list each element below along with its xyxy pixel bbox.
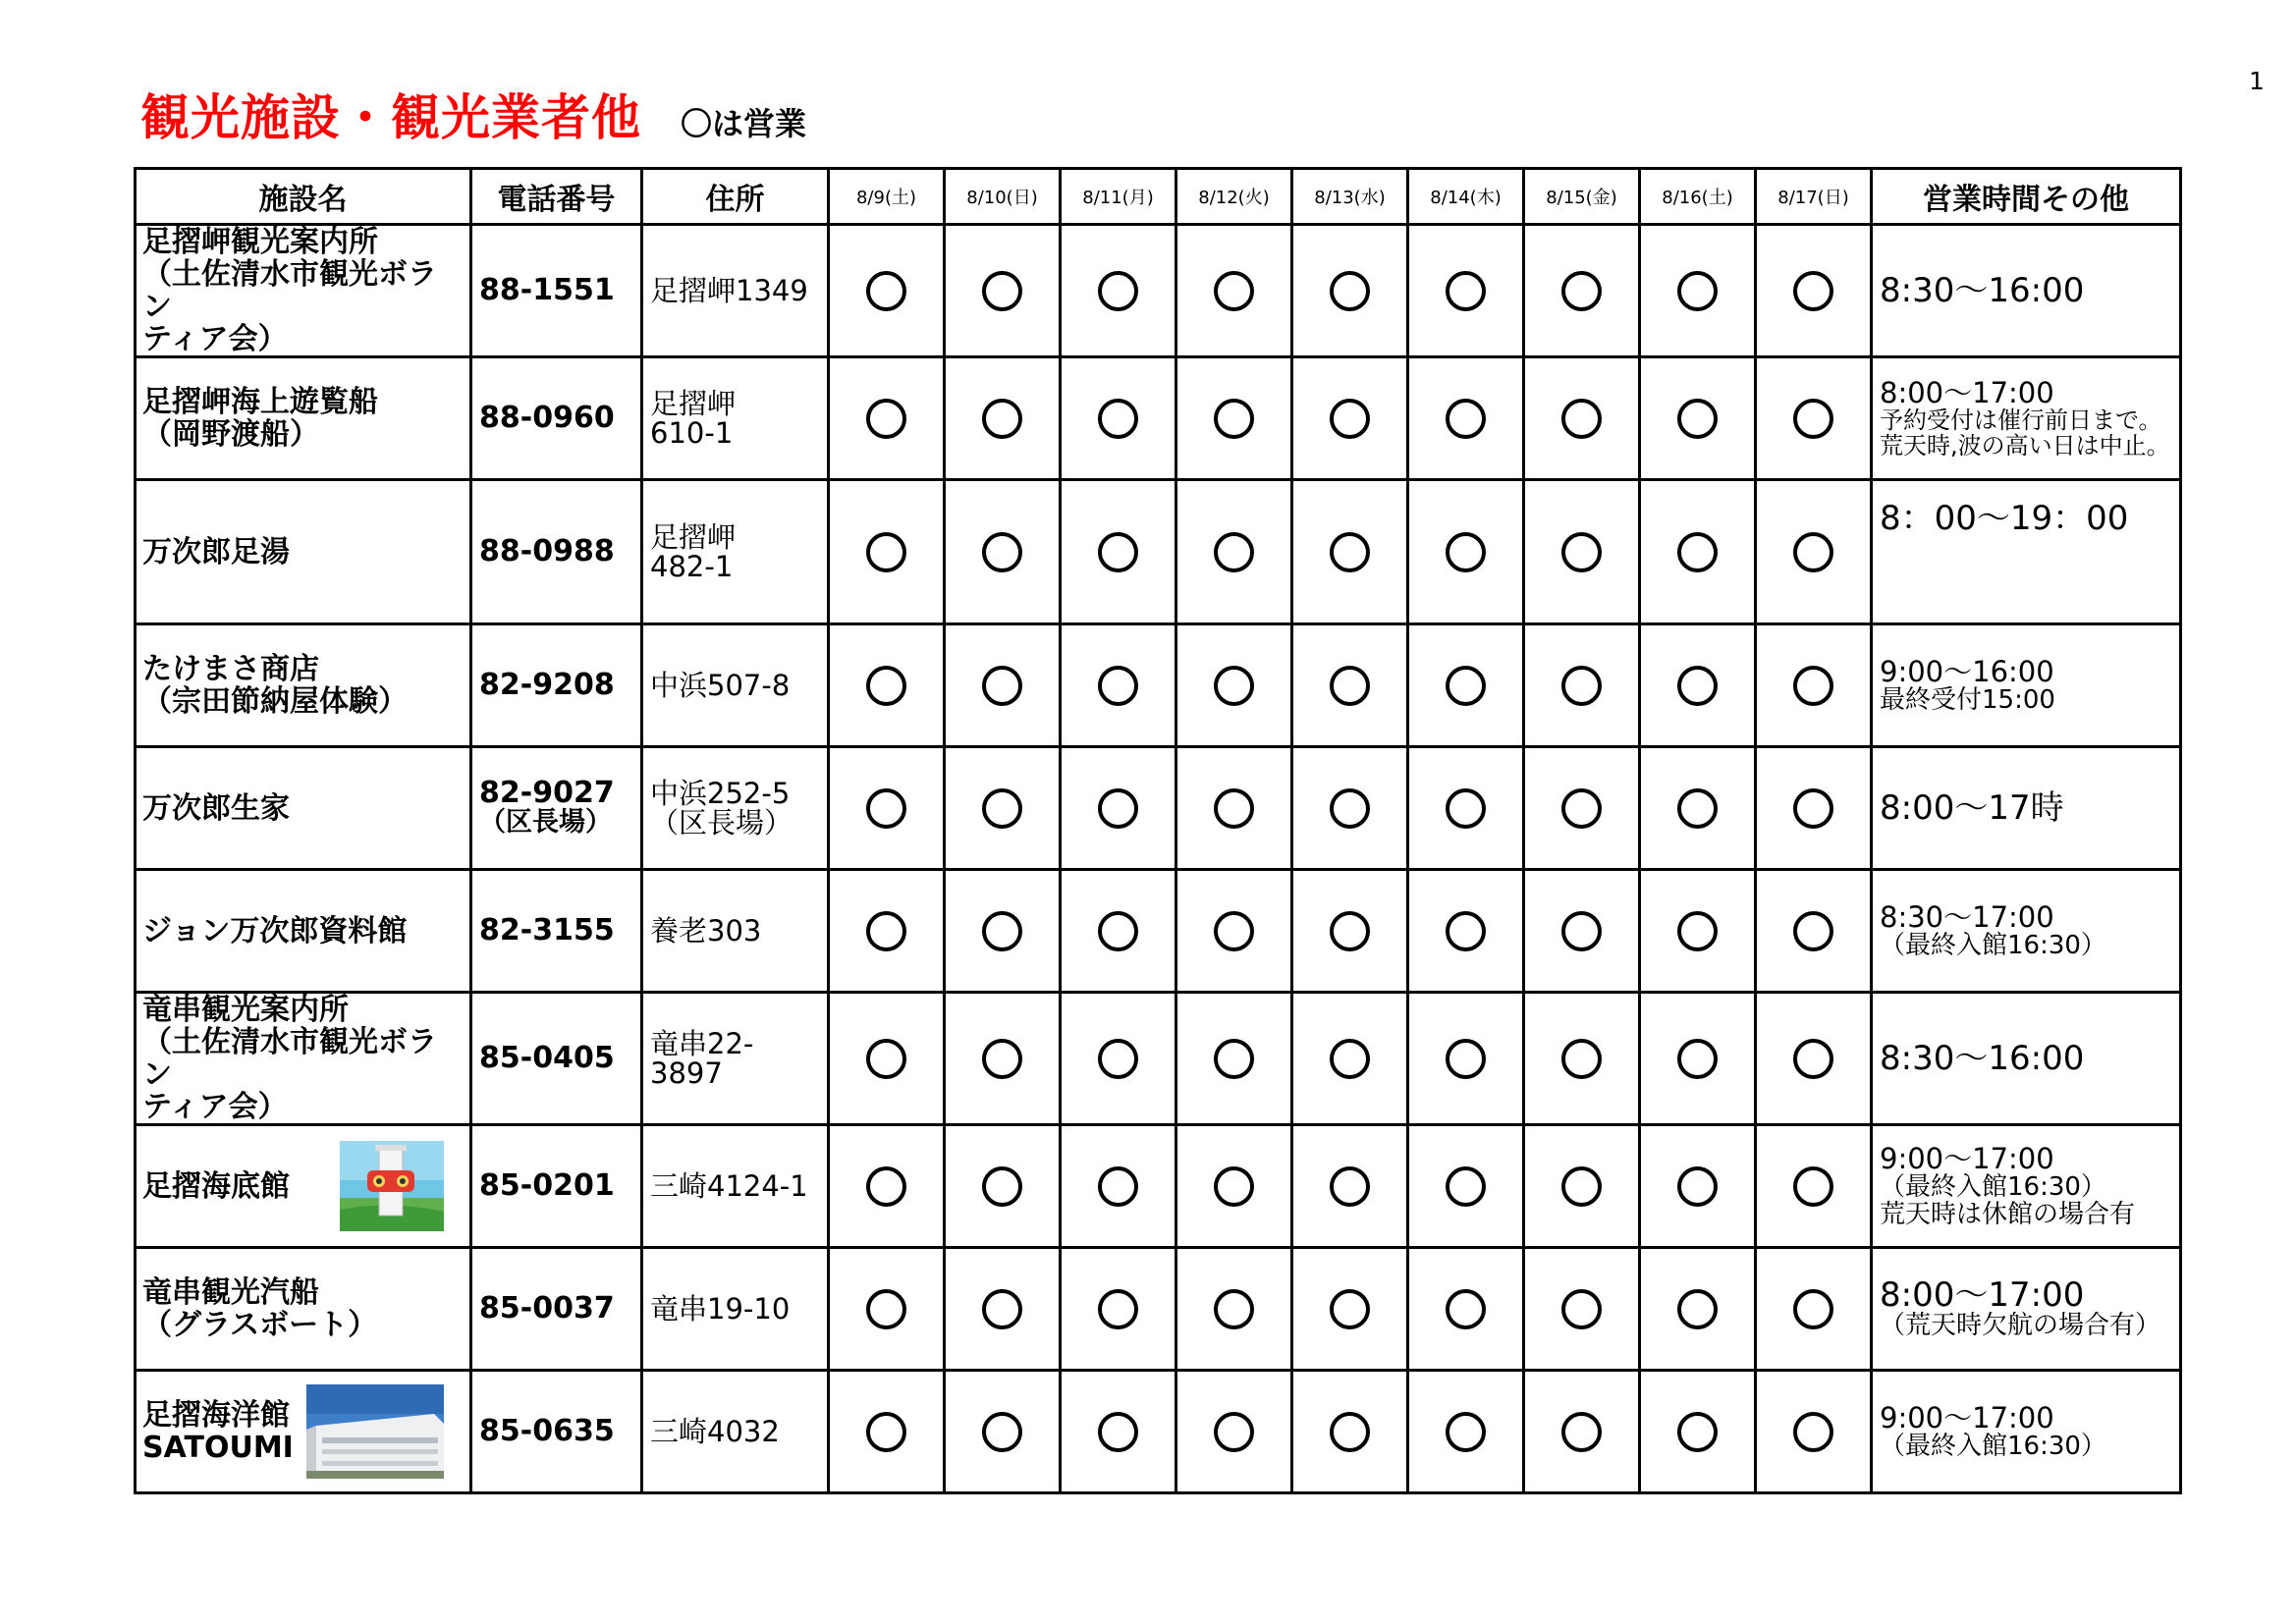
hours-main: 8:30～17:00 bbox=[1880, 899, 2054, 934]
open-cell bbox=[1640, 624, 1756, 747]
open-cell bbox=[829, 993, 945, 1125]
open-cell bbox=[945, 357, 1061, 480]
open-cell bbox=[1292, 225, 1408, 357]
open-circle-icon bbox=[1098, 1166, 1138, 1207]
open-circle-icon bbox=[1098, 911, 1138, 951]
facility-name-cell bbox=[136, 747, 471, 870]
open-circle-icon bbox=[1677, 911, 1718, 951]
open-circle-icon bbox=[1098, 666, 1138, 706]
facility-name-cell bbox=[136, 1248, 471, 1371]
table-row bbox=[136, 1125, 2181, 1248]
open-circle-icon bbox=[866, 788, 906, 829]
open-cell bbox=[1176, 480, 1292, 624]
facility-name-cell bbox=[136, 480, 471, 624]
hours-main: 8:30～16:00 bbox=[1880, 270, 2085, 310]
open-cell bbox=[1061, 624, 1176, 747]
phone-number: 88-1551 bbox=[479, 273, 615, 307]
phone-number: 85-0201 bbox=[479, 1168, 615, 1203]
open-cell bbox=[1640, 870, 1756, 993]
open-circle-icon bbox=[1561, 1412, 1602, 1452]
open-cell bbox=[1756, 225, 1872, 357]
table-row bbox=[136, 1248, 2181, 1371]
phone-cell bbox=[471, 1125, 642, 1248]
table-row bbox=[136, 993, 2181, 1125]
address: 三崎4124-1 bbox=[642, 1125, 829, 1248]
phone-cell bbox=[471, 1371, 642, 1493]
open-circle-icon bbox=[982, 666, 1022, 706]
open-circle-icon bbox=[1793, 399, 1833, 439]
hours-main: 9:00～17:00 bbox=[1880, 1141, 2054, 1175]
open-circle-icon bbox=[1561, 666, 1602, 706]
hours-cell bbox=[1872, 357, 2181, 480]
open-circle-icon bbox=[1214, 271, 1254, 311]
facility-name: ジョン万次郎資料館 bbox=[142, 913, 408, 948]
open-cell bbox=[1292, 480, 1408, 624]
open-circle-icon bbox=[1561, 788, 1602, 829]
open-circle-icon bbox=[1446, 399, 1486, 439]
open-cell bbox=[1640, 747, 1756, 870]
phone-number: 85-0635 bbox=[479, 1414, 615, 1448]
open-cell bbox=[1061, 1125, 1176, 1248]
open-cell bbox=[829, 1125, 945, 1248]
open-cell bbox=[1408, 480, 1524, 624]
facility-name: 万次郎生家 bbox=[142, 790, 290, 826]
open-cell bbox=[1176, 1371, 1292, 1493]
open-circle-icon bbox=[1446, 532, 1486, 572]
facility-name: 足摺海底館 bbox=[142, 1168, 290, 1204]
facility-name-cell bbox=[136, 357, 471, 480]
open-cell bbox=[1756, 1248, 1872, 1371]
open-cell bbox=[1176, 225, 1292, 357]
open-circle-icon bbox=[1793, 911, 1833, 951]
phone-number: 88-0988 bbox=[479, 534, 615, 568]
open-circle-icon bbox=[1446, 1039, 1486, 1079]
open-cell bbox=[1756, 480, 1872, 624]
hours-notes: （最終入館16:30） 荒天時は休館の場合有 bbox=[1880, 1171, 2136, 1229]
open-circle-icon bbox=[1793, 788, 1833, 829]
open-circle-icon bbox=[1446, 271, 1486, 311]
open-circle-icon bbox=[1214, 1166, 1254, 1207]
hours-cell bbox=[1872, 993, 2181, 1125]
open-circle-icon bbox=[1214, 1039, 1254, 1079]
hours-cell bbox=[1872, 1125, 2181, 1248]
open-cell bbox=[1640, 480, 1756, 624]
open-cell bbox=[1524, 357, 1640, 480]
phone-cell bbox=[471, 993, 642, 1125]
open-circle-icon bbox=[982, 532, 1022, 572]
open-cell bbox=[1061, 1371, 1176, 1493]
hours-main: 8:30～16:00 bbox=[1880, 1038, 2085, 1078]
open-cell bbox=[945, 225, 1061, 357]
open-cell bbox=[1524, 1125, 1640, 1248]
table-row bbox=[136, 624, 2181, 747]
schedule-table bbox=[134, 167, 2182, 1494]
header-date: 8/13(水) bbox=[1292, 169, 1408, 225]
hours-cell bbox=[1872, 870, 2181, 993]
facility-name: 足摺海洋館 SATOUMI bbox=[142, 1398, 294, 1465]
open-cell bbox=[1176, 1248, 1292, 1371]
table-row bbox=[136, 870, 2181, 993]
open-circle-icon bbox=[1561, 1166, 1602, 1207]
open-circle-icon bbox=[1677, 532, 1718, 572]
hours-cell bbox=[1872, 747, 2181, 870]
facility-name-cell bbox=[136, 993, 471, 1125]
hours-notes: （最終入館16:30） bbox=[1880, 930, 2106, 960]
open-cell bbox=[1524, 480, 1640, 624]
open-circle-icon bbox=[1561, 911, 1602, 951]
header-date: 8/11(月) bbox=[1061, 169, 1176, 225]
open-circle-icon bbox=[982, 1412, 1022, 1452]
open-cell bbox=[1524, 225, 1640, 357]
open-cell bbox=[1756, 357, 1872, 480]
facility-name-cell bbox=[136, 870, 471, 993]
open-circle-icon bbox=[1793, 1166, 1833, 1207]
open-cell bbox=[945, 1125, 1061, 1248]
hours-main: 8:00～17:00 bbox=[1880, 1274, 2085, 1315]
facility-name-cell bbox=[136, 225, 471, 357]
open-circle-icon bbox=[1677, 1412, 1718, 1452]
open-cell bbox=[1292, 870, 1408, 993]
phone-number: 82-9027 bbox=[479, 776, 615, 810]
hours-main: 8:00～17時 bbox=[1880, 787, 2064, 828]
open-cell bbox=[1061, 480, 1176, 624]
open-circle-icon bbox=[1677, 666, 1718, 706]
open-cell bbox=[1292, 357, 1408, 480]
open-cell bbox=[1292, 993, 1408, 1125]
open-cell bbox=[1524, 1248, 1640, 1371]
open-circle-icon bbox=[1098, 271, 1138, 311]
open-circle-icon bbox=[1330, 666, 1370, 706]
open-cell bbox=[1292, 1248, 1408, 1371]
hours-cell bbox=[1872, 624, 2181, 747]
open-cell bbox=[1408, 1125, 1524, 1248]
open-cell bbox=[1640, 1125, 1756, 1248]
phone-number: 82-3155 bbox=[479, 913, 615, 947]
page-number: 1 bbox=[2249, 67, 2265, 95]
open-cell bbox=[1408, 870, 1524, 993]
open-cell bbox=[945, 747, 1061, 870]
open-cell bbox=[1524, 1371, 1640, 1493]
open-circle-icon bbox=[1330, 532, 1370, 572]
open-cell bbox=[829, 747, 945, 870]
header-date: 8/17(日) bbox=[1756, 169, 1872, 225]
open-circle-icon bbox=[982, 911, 1022, 951]
open-circle-icon bbox=[1561, 532, 1602, 572]
open-cell bbox=[1061, 747, 1176, 870]
facility-name: たけまさ商店 （宗田節納屋体験） bbox=[142, 652, 408, 719]
open-circle-icon bbox=[866, 399, 906, 439]
table-row bbox=[136, 1371, 2181, 1493]
open-circle-icon bbox=[1793, 1039, 1833, 1079]
open-circle-icon bbox=[1561, 399, 1602, 439]
hours-notes: 最終受付15:00 bbox=[1880, 684, 2055, 715]
address: 三崎4032 bbox=[642, 1371, 829, 1493]
open-circle-icon bbox=[1446, 1412, 1486, 1452]
hours-main: 9:00～17:00 bbox=[1880, 1400, 2054, 1435]
open-circle-icon bbox=[1677, 1166, 1718, 1207]
table-row bbox=[136, 225, 2181, 357]
open-cell bbox=[945, 624, 1061, 747]
open-circle-icon bbox=[1098, 1412, 1138, 1452]
open-circle-icon bbox=[1793, 1412, 1833, 1452]
header-date: 8/16(土) bbox=[1640, 169, 1756, 225]
header-hours: 営業時間その他 bbox=[1872, 169, 2181, 225]
open-circle-icon bbox=[1214, 1412, 1254, 1452]
open-cell bbox=[1176, 870, 1292, 993]
open-cell bbox=[945, 870, 1061, 993]
phone-note: （区長場） bbox=[479, 807, 612, 838]
facility-name-cell bbox=[136, 624, 471, 747]
open-cell bbox=[1640, 225, 1756, 357]
open-circle-icon bbox=[1098, 532, 1138, 572]
hours-main: 8：00～19：00 bbox=[1880, 499, 2129, 538]
phone-cell bbox=[471, 1248, 642, 1371]
open-circle-icon bbox=[866, 1289, 906, 1329]
phone-cell bbox=[471, 225, 642, 357]
open-circle-icon bbox=[1446, 1289, 1486, 1329]
open-cell bbox=[829, 480, 945, 624]
table-row bbox=[136, 480, 2181, 624]
open-cell bbox=[1408, 1371, 1524, 1493]
open-circle-icon bbox=[866, 271, 906, 311]
open-circle-icon bbox=[866, 532, 906, 572]
open-circle-icon bbox=[982, 399, 1022, 439]
open-circle-icon bbox=[1793, 666, 1833, 706]
open-circle-icon bbox=[1098, 399, 1138, 439]
address: 中浜252-5 （区長場） bbox=[642, 747, 829, 870]
hours-cell bbox=[1872, 480, 2181, 624]
open-cell bbox=[1061, 993, 1176, 1125]
open-circle-icon bbox=[1677, 399, 1718, 439]
table-row bbox=[136, 747, 2181, 870]
open-circle-icon bbox=[1330, 1039, 1370, 1079]
facility-name: 竜串観光案内所 （土佐清水市観光ボラン ティア会） bbox=[142, 993, 437, 1124]
hours-main: 8:00～17:00 bbox=[1880, 375, 2054, 409]
open-circle-icon bbox=[1330, 788, 1370, 829]
open-cell bbox=[1756, 1125, 1872, 1248]
open-circle-icon bbox=[1214, 911, 1254, 951]
hours-cell bbox=[1872, 1371, 2181, 1493]
aquarium-building-photo bbox=[306, 1384, 444, 1479]
open-circle-icon bbox=[866, 1166, 906, 1207]
open-cell bbox=[1176, 747, 1292, 870]
address: 養老303 bbox=[642, 870, 829, 993]
open-circle-icon bbox=[1561, 271, 1602, 311]
open-cell bbox=[1176, 357, 1292, 480]
legend: 〇は営業 bbox=[681, 105, 807, 142]
open-cell bbox=[1756, 624, 1872, 747]
facility-name-cell bbox=[136, 1371, 471, 1493]
open-circle-icon bbox=[1793, 532, 1833, 572]
open-cell bbox=[829, 870, 945, 993]
phone-cell bbox=[471, 624, 642, 747]
hours-cell bbox=[1872, 225, 2181, 357]
open-cell bbox=[1408, 993, 1524, 1125]
open-cell bbox=[1292, 624, 1408, 747]
open-cell bbox=[1292, 747, 1408, 870]
open-cell bbox=[1061, 357, 1176, 480]
address: 足摺岬1349 bbox=[642, 225, 829, 357]
open-circle-icon bbox=[866, 666, 906, 706]
header-date: 8/15(金) bbox=[1524, 169, 1640, 225]
open-cell bbox=[945, 993, 1061, 1125]
header-date: 8/9(土) bbox=[829, 169, 945, 225]
open-circle-icon bbox=[1330, 271, 1370, 311]
open-cell bbox=[829, 357, 945, 480]
open-circle-icon bbox=[1214, 666, 1254, 706]
open-circle-icon bbox=[1446, 1166, 1486, 1207]
hours-cell bbox=[1872, 1248, 2181, 1371]
open-circle-icon bbox=[1098, 1039, 1138, 1079]
open-cell bbox=[829, 1371, 945, 1493]
open-circle-icon bbox=[866, 1412, 906, 1452]
open-cell bbox=[1640, 1248, 1756, 1371]
open-circle-icon bbox=[1098, 788, 1138, 829]
open-cell bbox=[1061, 225, 1176, 357]
open-circle-icon bbox=[982, 788, 1022, 829]
open-cell bbox=[945, 1248, 1061, 1371]
open-cell bbox=[1292, 1125, 1408, 1248]
open-circle-icon bbox=[1446, 666, 1486, 706]
open-cell bbox=[945, 480, 1061, 624]
open-cell bbox=[1524, 747, 1640, 870]
open-cell bbox=[1408, 357, 1524, 480]
open-circle-icon bbox=[1330, 1289, 1370, 1329]
address: 足摺岬 610-1 bbox=[642, 357, 829, 480]
open-cell bbox=[1640, 357, 1756, 480]
open-circle-icon bbox=[1561, 1289, 1602, 1329]
open-cell bbox=[1292, 1371, 1408, 1493]
header-row bbox=[136, 169, 2181, 225]
open-circle-icon bbox=[1677, 1039, 1718, 1079]
facility-name: 足摺岬海上遊覧船 （岡野渡船） bbox=[142, 385, 378, 452]
address: 竜串19-10 bbox=[642, 1248, 829, 1371]
open-cell bbox=[1756, 870, 1872, 993]
open-cell bbox=[829, 225, 945, 357]
open-cell bbox=[1756, 747, 1872, 870]
title-area bbox=[140, 79, 806, 149]
header-facility: 施設名 bbox=[136, 169, 471, 225]
open-cell bbox=[1524, 993, 1640, 1125]
hours-notes: （最終入館16:30） bbox=[1880, 1431, 2106, 1461]
underwater-tower-photo bbox=[340, 1141, 444, 1231]
open-circle-icon bbox=[982, 1166, 1022, 1207]
open-cell bbox=[1524, 870, 1640, 993]
header-date: 8/12(火) bbox=[1176, 169, 1292, 225]
open-circle-icon bbox=[1214, 788, 1254, 829]
open-cell bbox=[1408, 1248, 1524, 1371]
open-circle-icon bbox=[1793, 271, 1833, 311]
page-title: 観光施設・観光業者他 bbox=[140, 89, 641, 146]
header-date: 8/10(日) bbox=[945, 169, 1061, 225]
open-cell bbox=[1176, 1125, 1292, 1248]
hours-notes: （荒天時欠航の場合有） bbox=[1880, 1310, 2161, 1340]
open-circle-icon bbox=[982, 1289, 1022, 1329]
open-cell bbox=[1408, 747, 1524, 870]
open-cell bbox=[1061, 1248, 1176, 1371]
open-cell bbox=[1408, 225, 1524, 357]
phone-cell bbox=[471, 357, 642, 480]
open-cell bbox=[1524, 624, 1640, 747]
table-row bbox=[136, 357, 2181, 480]
open-circle-icon bbox=[1561, 1039, 1602, 1079]
phone-cell bbox=[471, 747, 642, 870]
open-cell bbox=[829, 1248, 945, 1371]
address: 足摺岬 482-1 bbox=[642, 480, 829, 624]
open-circle-icon bbox=[1677, 271, 1718, 311]
open-circle-icon bbox=[1330, 911, 1370, 951]
open-circle-icon bbox=[1214, 399, 1254, 439]
open-circle-icon bbox=[982, 1039, 1022, 1079]
open-cell bbox=[1061, 870, 1176, 993]
facility-name: 竜串観光汽船 （グラスボート） bbox=[142, 1275, 378, 1342]
facility-name-cell bbox=[136, 1125, 471, 1248]
open-cell bbox=[1640, 993, 1756, 1125]
open-cell bbox=[1756, 1371, 1872, 1493]
open-cell bbox=[1756, 993, 1872, 1125]
open-circle-icon bbox=[1446, 788, 1486, 829]
open-circle-icon bbox=[1098, 1289, 1138, 1329]
phone-number: 82-9208 bbox=[479, 668, 615, 702]
phone-number: 85-0037 bbox=[479, 1291, 615, 1326]
open-circle-icon bbox=[866, 911, 906, 951]
open-cell bbox=[945, 1371, 1061, 1493]
open-circle-icon bbox=[1330, 399, 1370, 439]
address: 中浜507-8 bbox=[642, 624, 829, 747]
hours-notes: 予約受付は催行前日まで。 荒天時,波の高い日は中止。 bbox=[1880, 406, 2170, 460]
address: 竜串22- 3897 bbox=[642, 993, 829, 1125]
open-circle-icon bbox=[1330, 1166, 1370, 1207]
open-circle-icon bbox=[1446, 911, 1486, 951]
open-cell bbox=[1640, 1371, 1756, 1493]
facility-name: 足摺岬観光案内所 （土佐清水市観光ボラン ティア会） bbox=[142, 225, 437, 356]
open-circle-icon bbox=[866, 1039, 906, 1079]
open-circle-icon bbox=[1677, 1289, 1718, 1329]
open-cell bbox=[1176, 624, 1292, 747]
open-cell bbox=[1408, 624, 1524, 747]
facility-name: 万次郎足湯 bbox=[142, 534, 290, 569]
phone-cell bbox=[471, 870, 642, 993]
phone-number: 88-0960 bbox=[479, 401, 615, 435]
open-cell bbox=[829, 624, 945, 747]
open-circle-icon bbox=[1677, 788, 1718, 829]
hours-main: 9:00～16:00 bbox=[1880, 654, 2054, 688]
header-phone: 電話番号 bbox=[471, 169, 642, 225]
header-date: 8/14(木) bbox=[1408, 169, 1524, 225]
open-circle-icon bbox=[1793, 1289, 1833, 1329]
phone-cell bbox=[471, 480, 642, 624]
header-address: 住所 bbox=[642, 169, 829, 225]
open-circle-icon bbox=[1214, 1289, 1254, 1329]
open-cell bbox=[1176, 993, 1292, 1125]
open-circle-icon bbox=[1330, 1412, 1370, 1452]
open-circle-icon bbox=[982, 271, 1022, 311]
phone-number: 85-0405 bbox=[479, 1041, 615, 1075]
open-circle-icon bbox=[1214, 532, 1254, 572]
